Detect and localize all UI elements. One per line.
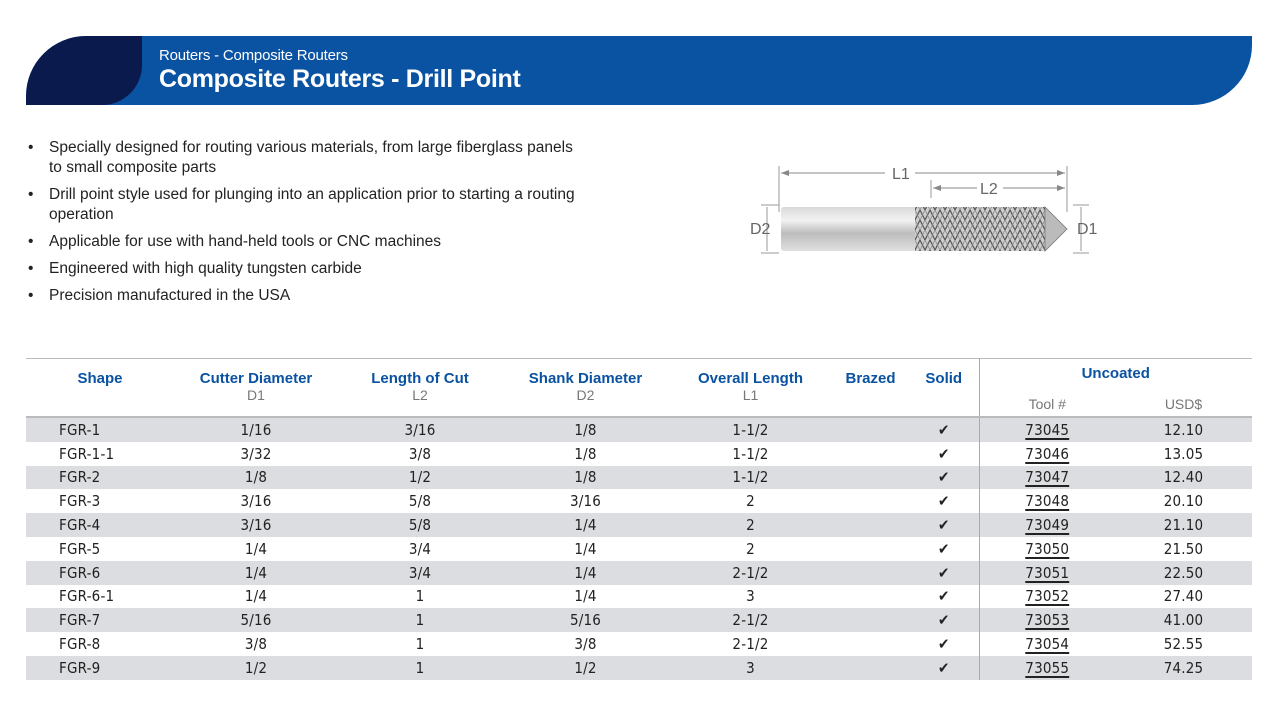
table-row	[26, 561, 1252, 585]
table-row	[26, 417, 1252, 442]
shank-diameter-cell: 1/8	[502, 466, 669, 490]
tool-number-link[interactable]	[979, 585, 1115, 609]
price-cell: 41.00	[1115, 608, 1252, 632]
table-row	[26, 608, 1252, 632]
price-cell: 22.50	[1115, 561, 1252, 585]
header-solid: Solid	[925, 370, 963, 387]
feature-item: • Specially designed for routing various materials, from large fiberglass panels to small composite parts	[28, 138, 588, 178]
shape-cell: FGR-9	[26, 656, 174, 680]
shank-diameter-cell: 1/4	[502, 513, 669, 537]
header-uncoated: Uncoated	[979, 359, 1252, 388]
shape-cell: FGR-1-1	[26, 442, 174, 466]
length-of-cut-cell: 3/8	[338, 442, 502, 466]
header-usd: USD$	[1164, 396, 1203, 412]
length-of-cut-cell: 1	[338, 608, 502, 632]
cutter-diameter-cell: 3/16	[174, 489, 338, 513]
overall-length-cell: 1-1/2	[669, 417, 832, 442]
d2-label: D2	[750, 221, 771, 238]
shape-cell: FGR-8	[26, 632, 174, 656]
solid-check-icon: ✔	[909, 513, 979, 537]
l2-label: L2	[980, 181, 998, 198]
tool-number-link[interactable]	[979, 608, 1115, 632]
header-cutter-diameter: Cutter Diameter	[199, 370, 313, 387]
brazed-cell	[832, 489, 909, 513]
table-row	[26, 466, 1252, 490]
cutter-diameter-cell: 3/32	[174, 442, 338, 466]
table-row	[26, 632, 1252, 656]
cutter-diameter-cell: 1/4	[174, 537, 338, 561]
overall-length-cell: 3	[669, 585, 832, 609]
solid-check-icon: ✔	[909, 608, 979, 632]
overall-length-cell: 1-1/2	[669, 442, 832, 466]
shank-diameter-cell: 1/8	[502, 417, 669, 442]
price-cell: 12.10	[1115, 417, 1252, 442]
cutter-diameter-cell: 1/16	[174, 417, 338, 442]
feature-list	[28, 138, 588, 313]
tool-number-link[interactable]: 73048	[1025, 492, 1070, 511]
tool-number-link[interactable]	[979, 466, 1115, 490]
tool-number-link[interactable]	[979, 513, 1115, 537]
table-row	[26, 513, 1252, 537]
shape-cell: FGR-6	[26, 561, 174, 585]
solid-check-icon: ✔	[909, 537, 979, 561]
cutter-diameter-cell: 1/4	[174, 585, 338, 609]
feature-item: • Applicable for use with hand-held tools or CNC machines	[28, 232, 588, 252]
brazed-cell	[832, 632, 909, 656]
price-cell: 21.50	[1115, 537, 1252, 561]
solid-check-icon: ✔	[909, 417, 979, 442]
tool-number-link[interactable]: 73052	[1025, 587, 1070, 606]
tool-number-link[interactable]	[979, 632, 1115, 656]
solid-check-icon: ✔	[909, 466, 979, 490]
header-d1: D1	[247, 387, 265, 403]
shape-cell: FGR-1	[26, 417, 174, 442]
d1-label: D1	[1077, 221, 1098, 238]
length-of-cut-cell: 1	[338, 585, 502, 609]
length-of-cut-cell: 1	[338, 656, 502, 680]
brazed-cell	[832, 513, 909, 537]
tool-number-link[interactable]: 73046	[1025, 444, 1070, 463]
shape-cell: FGR-7	[26, 608, 174, 632]
length-of-cut-cell: 3/4	[338, 537, 502, 561]
price-cell: 20.10	[1115, 489, 1252, 513]
tool-number-link[interactable]: 73051	[1025, 563, 1070, 582]
price-cell: 27.40	[1115, 585, 1252, 609]
brazed-cell	[832, 561, 909, 585]
length-of-cut-cell: 1	[338, 632, 502, 656]
header-shank-diameter: Shank Diameter	[528, 370, 643, 387]
cutter-diameter-cell: 1/2	[174, 656, 338, 680]
header-length-of-cut: Length of Cut	[371, 370, 469, 387]
page-title: Composite Routers - Drill Point	[159, 65, 521, 93]
shank-diameter-cell: 1/4	[502, 585, 669, 609]
tool-number-link[interactable]: 73050	[1025, 539, 1070, 558]
shank-diameter-cell: 3/8	[502, 632, 669, 656]
table-row	[26, 585, 1252, 609]
tool-number-link[interactable]	[979, 561, 1115, 585]
shape-cell: FGR-4	[26, 513, 174, 537]
shank-diameter-cell: 1/8	[502, 442, 669, 466]
l1-label: L1	[892, 166, 910, 183]
header-l2: L2	[412, 387, 428, 403]
overall-length-cell: 2-1/2	[669, 608, 832, 632]
shank-diameter-cell: 5/16	[502, 608, 669, 632]
length-of-cut-cell: 3/4	[338, 561, 502, 585]
overall-length-cell: 2	[669, 489, 832, 513]
brazed-cell	[832, 656, 909, 680]
tool-number-link[interactable]: 73047	[1025, 468, 1070, 487]
price-cell: 21.10	[1115, 513, 1252, 537]
header-d2: D2	[576, 387, 595, 403]
overall-length-cell: 3	[669, 656, 832, 680]
router-bit-diagram	[745, 160, 1105, 260]
price-cell: 13.05	[1115, 442, 1252, 466]
brazed-cell	[832, 417, 909, 442]
price-cell: 74.25	[1115, 656, 1252, 680]
shape-cell: FGR-6-1	[26, 585, 174, 609]
banner-accent	[26, 36, 142, 105]
feature-item: • Drill point style used for plunging into an application prior to starting a routing operation	[28, 185, 588, 225]
length-of-cut-cell: 3/16	[338, 417, 502, 442]
brazed-cell	[832, 608, 909, 632]
tool-number-link[interactable]: 73045	[1025, 420, 1070, 439]
tool-number-link[interactable]: 73049	[1025, 516, 1070, 535]
table-row	[26, 656, 1252, 680]
breadcrumb: Routers - Composite Routers	[159, 47, 348, 64]
cutter-diameter-cell: 3/8	[174, 632, 338, 656]
shank-diameter-cell: 1/2	[502, 656, 669, 680]
overall-length-cell: 2-1/2	[669, 632, 832, 656]
brazed-cell	[832, 537, 909, 561]
solid-check-icon: ✔	[909, 585, 979, 609]
tool-number-link[interactable]	[979, 537, 1115, 561]
solid-check-icon: ✔	[909, 489, 979, 513]
shape-cell: FGR-3	[26, 489, 174, 513]
solid-check-icon: ✔	[909, 561, 979, 585]
tool-number-link[interactable]	[979, 442, 1115, 466]
shape-cell: FGR-2	[26, 466, 174, 490]
tool-number-link[interactable]	[979, 417, 1115, 442]
shank-diameter-cell: 3/16	[502, 489, 669, 513]
price-cell: 52.55	[1115, 632, 1252, 656]
shank-diameter-cell: 1/4	[502, 561, 669, 585]
shape-cell: FGR-5	[26, 537, 174, 561]
cutter-diameter-cell: 1/4	[174, 561, 338, 585]
cutter-diameter-cell: 5/16	[174, 608, 338, 632]
table-row	[26, 442, 1252, 466]
length-of-cut-cell: 5/8	[338, 489, 502, 513]
header-shape: Shape	[77, 370, 123, 387]
tool-number-link[interactable]: 73053	[1025, 611, 1070, 630]
table-row	[26, 489, 1252, 513]
header-tool-number: Tool #	[979, 387, 1115, 417]
tool-number-link[interactable]	[979, 656, 1115, 680]
tool-number-link[interactable]: 73055	[1025, 658, 1070, 677]
cutter-diameter-cell: 3/16	[174, 513, 338, 537]
overall-length-cell: 1-1/2	[669, 466, 832, 490]
price-cell: 12.40	[1115, 466, 1252, 490]
tool-number-link[interactable]: 73054	[1025, 635, 1070, 654]
length-of-cut-cell: 5/8	[338, 513, 502, 537]
brazed-cell	[832, 585, 909, 609]
overall-length-cell: 2	[669, 513, 832, 537]
table-row	[26, 537, 1252, 561]
header-l1: L1	[742, 387, 759, 403]
length-of-cut-cell: 1/2	[338, 466, 502, 490]
shank-diameter-cell: 1/4	[502, 537, 669, 561]
tool-number-link[interactable]	[979, 489, 1115, 513]
solid-check-icon: ✔	[909, 632, 979, 656]
feature-item: • Precision manufactured in the USA	[28, 286, 588, 306]
cutter-diameter-cell: 1/8	[174, 466, 338, 490]
overall-length-cell: 2-1/2	[669, 561, 832, 585]
page-banner	[26, 36, 1252, 105]
brazed-cell	[832, 442, 909, 466]
solid-check-icon: ✔	[909, 442, 979, 466]
product-table	[26, 358, 1252, 680]
header-overall-length: Overall Length	[697, 370, 804, 387]
brazed-cell	[832, 466, 909, 490]
feature-item: • Engineered with high quality tungsten carbide	[28, 259, 588, 279]
header-brazed: Brazed	[845, 370, 896, 387]
overall-length-cell: 2	[669, 537, 832, 561]
solid-check-icon: ✔	[909, 656, 979, 680]
